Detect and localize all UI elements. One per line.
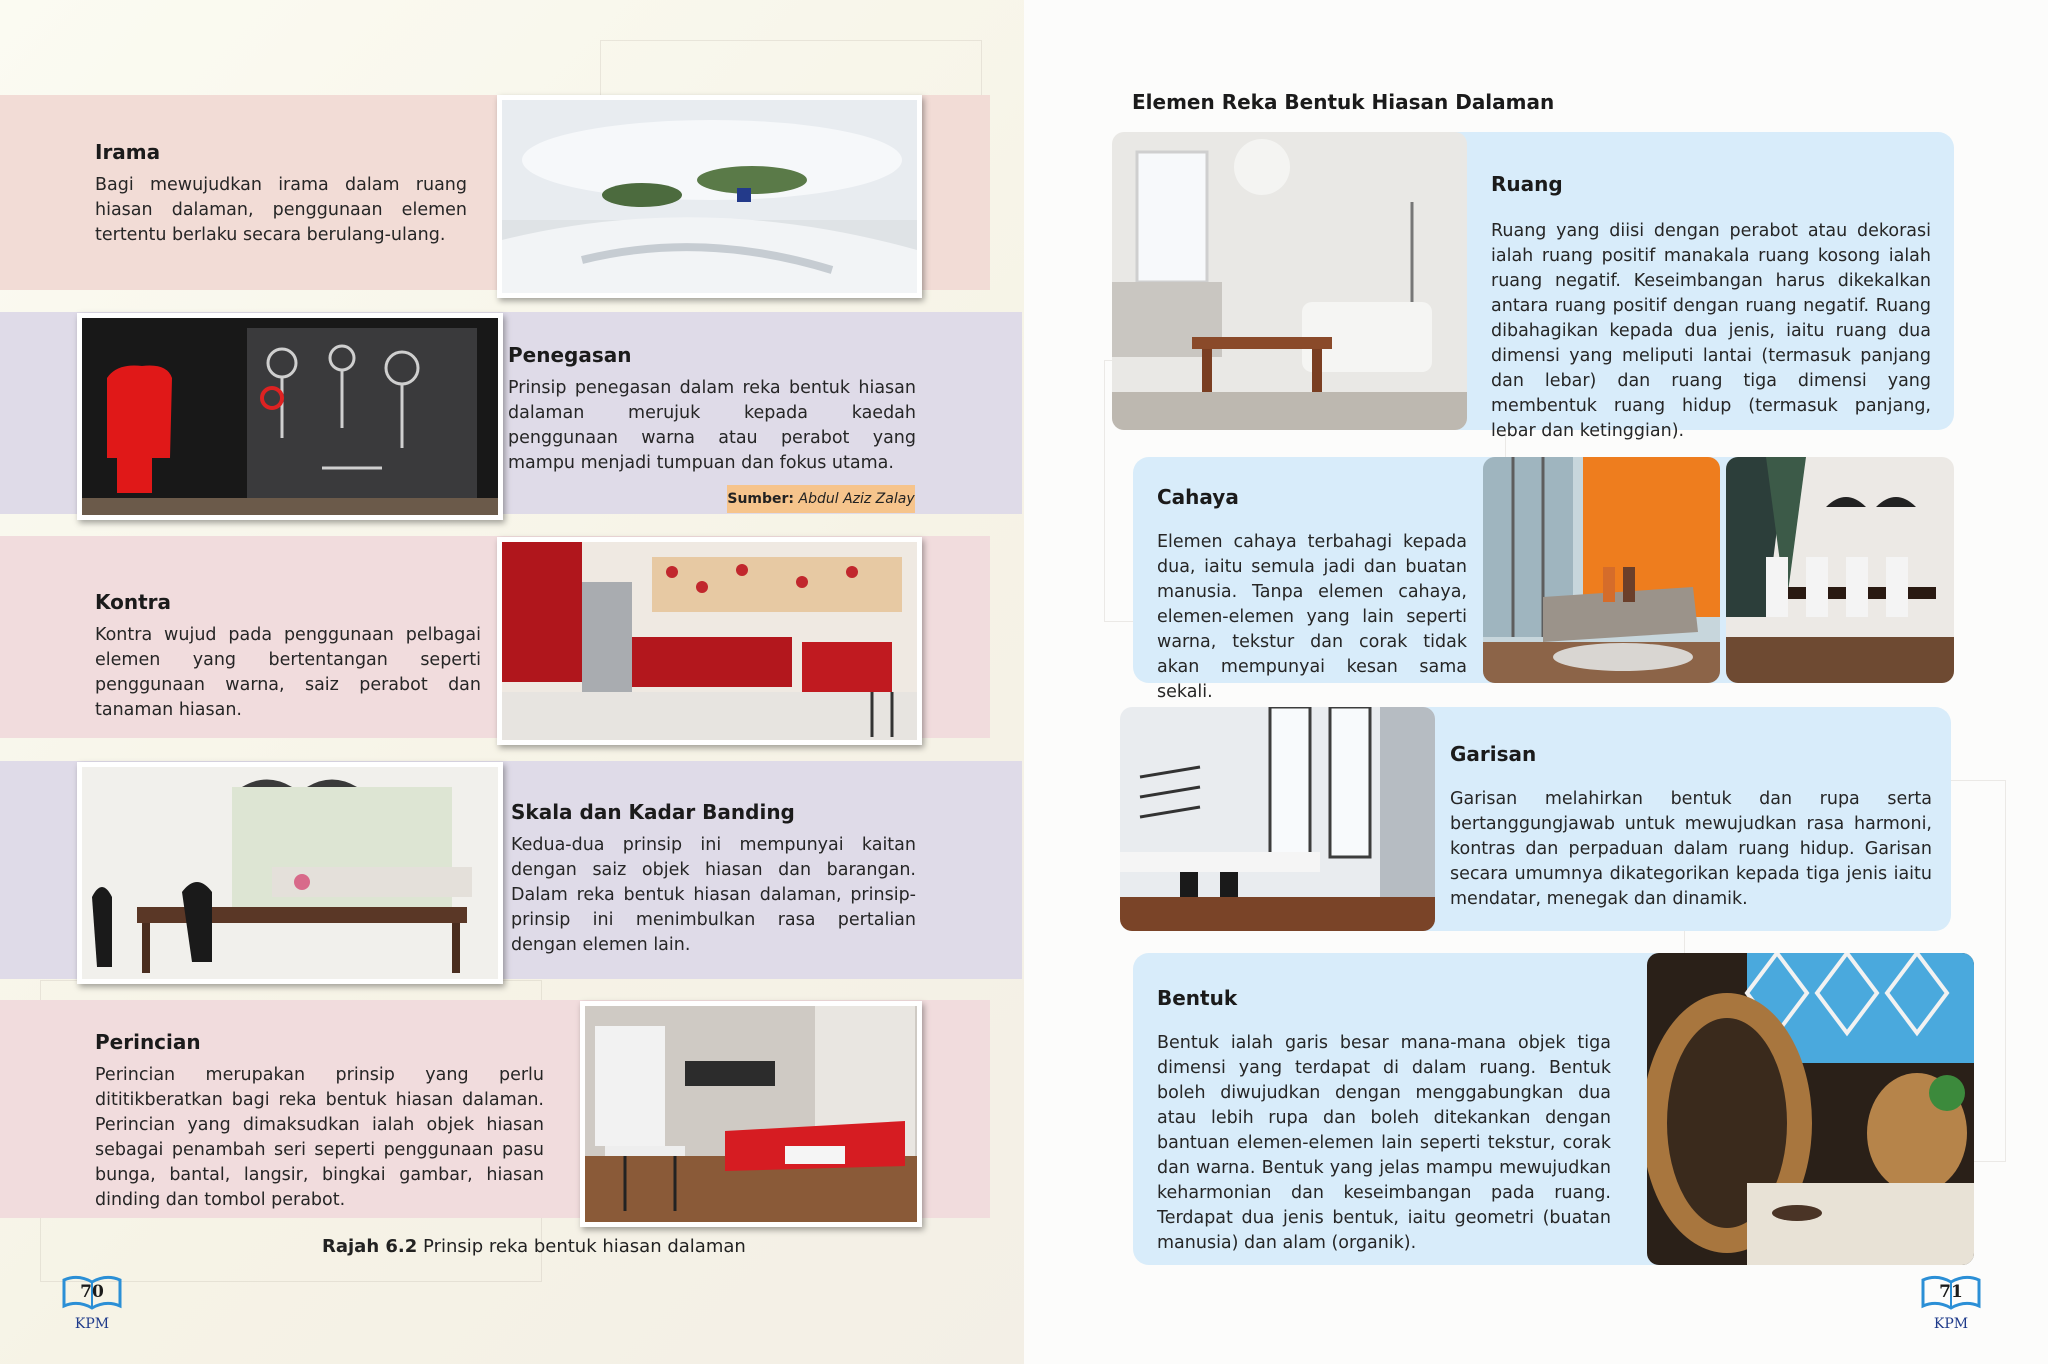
page-number: 71 (1939, 1282, 1963, 1302)
caption-text: Prinsip reka bentuk hiasan dalaman (423, 1236, 746, 1257)
penegasan-photo (77, 313, 503, 520)
section-body: Prinsip penegasan dalam reka bentuk hiasan dalaman merujuk kepada kaedah penggunaan warna atau perabot yang mampu menjadi tumpuan dan fokus utama. (508, 378, 916, 473)
source-label: Sumber: (727, 491, 795, 507)
perincian-photo (580, 1001, 922, 1227)
section-kontra (95, 590, 481, 723)
section-garisan (1450, 742, 1932, 912)
card-title: Cahaya (1157, 485, 1239, 509)
right-page-heading: Elemen Reka Bentuk Hiasan Dalaman (1132, 90, 1555, 114)
section-irama (95, 140, 467, 248)
bentuk-photo (1647, 953, 1974, 1265)
section-title: Perincian (95, 1030, 201, 1054)
publisher-logo-text: KPM (1933, 1316, 1969, 1332)
caption-label: Rajah 6.2 (322, 1236, 418, 1257)
card-title: Garisan (1450, 742, 1537, 766)
section-perincian (95, 1030, 544, 1213)
cahaya-photo-1 (1483, 457, 1720, 683)
section-penegasan (508, 343, 916, 476)
kontra-photo (497, 537, 922, 745)
page-number: 70 (80, 1282, 104, 1302)
page-number-right (1911, 1270, 1991, 1340)
ruang-photo (1112, 132, 1467, 430)
section-title: Kontra (95, 590, 172, 614)
garisan-photo (1120, 707, 1435, 931)
section-title: Penegasan (508, 343, 632, 367)
cahaya-photo-2 (1726, 457, 1954, 683)
source-tag (727, 485, 915, 513)
section-cahaya (1157, 485, 1467, 705)
figure-caption (322, 1236, 746, 1257)
section-ruang (1491, 172, 1931, 444)
card-body: Garisan melahirkan bentuk dan rupa serta bertanggungjawab untuk mewujudkan rasa harmoni, kontras dan perpaduan dalam ruang hidup. Garisan secara umumnya dikategorikan kepada tiga jenis iaitu mendatar, menegak dan dinamik. (1450, 789, 1932, 909)
page-number-left (52, 1270, 132, 1340)
card-title: Ruang (1491, 172, 1563, 196)
card-body: Ruang yang diisi dengan perabot atau dekorasi ialah ruang positif manakala ruang kosong ialah ruang negatif. Keseimbangan harus dikekalkan antara ruang positif dengan ruang negatif. Ruang dibahagikan kepada dua jenis, iaitu ruang dua dimensi yang meliputi lantai (termasuk panjang dan lebar) dan ruang tiga dimensi yang membentuk ruang hidup (termasuk panjang, lebar dan ketinggian). (1491, 221, 1931, 441)
section-body: Kedua-dua prinsip ini mempunyai kaitan dengan saiz objek hiasan dan barangan. Dalam reka bentuk hiasan dalaman, prinsip-prinsip ini menimbulkan rasa pertalian dengan elemen lain. (511, 835, 916, 955)
section-bentuk (1157, 986, 1611, 1256)
section-skala (511, 800, 916, 958)
irama-photo (497, 95, 922, 298)
section-body: Perincian merupakan prinsip yang perlu dititikberatkan bagi reka bentuk hiasan dalaman. Perincian yang dimaksudkan ialah objek hiasan sebagai penambah seri seperti penggunaan pasu bunga, bantal, langsir, bingkai gambar, hiasan dinding dan tombol perabot. (95, 1065, 544, 1210)
section-body: Kontra wujud pada penggunaan pelbagai elemen yang bertentangan seperti penggunaan warna, saiz perabot dan tanaman hiasan. (95, 625, 481, 720)
card-body: Bentuk ialah garis besar mana-mana objek tiga dimensi yang terdapat di dalam ruang. Bentuk boleh diwujudkan dengan menggabungkan dua atau lebih rupa dan boleh ditekankan dengan bantuan elemen-elemen lain seperti tekstur, corak dan warna. Bentuk yang jelas mampu mewujudkan keharmonian dan keseimbangan pada ruang. Terdapat dua jenis bentuk, iaitu geometri (buatan manusia) dan alam (organik). (1157, 1033, 1611, 1253)
source-name: Abdul Aziz Zalay (798, 491, 915, 507)
section-body: Bagi mewujudkan irama dalam ruang hiasan dalaman, penggunaan elemen tertentu berlaku secara berulang-ulang. (95, 175, 467, 245)
card-title: Bentuk (1157, 986, 1238, 1010)
publisher-logo-text: KPM (74, 1316, 110, 1332)
skala-photo (77, 762, 503, 984)
section-title: Skala dan Kadar Banding (511, 800, 795, 824)
section-title: Irama (95, 140, 161, 164)
card-body: Elemen cahaya terbahagi kepada dua, iaitu semula jadi dan buatan manusia. Tanpa elemen cahaya, elemen-elemen yang lain seperti warna, tekstur dan corak tidak akan mempunyai kesan sama sekali. (1157, 532, 1467, 702)
